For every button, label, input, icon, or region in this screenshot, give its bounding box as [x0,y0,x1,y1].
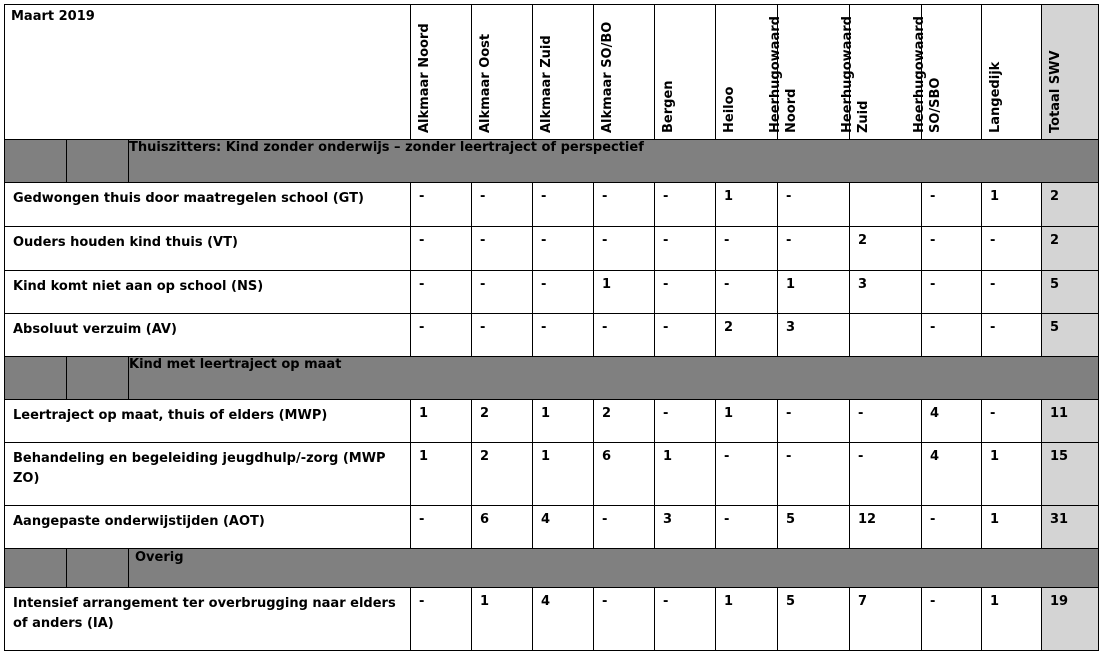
value-cell: 1 [716,588,778,651]
value-cell: - [533,227,594,271]
value-cell: - [411,227,472,271]
value-cell: - [411,588,472,651]
value-cell: - [982,400,1042,443]
column-header-label: Heerhugowaard Noord [768,16,799,133]
value-cell: - [982,227,1042,271]
value-cell: 1 [594,271,655,314]
column-header-label: Heiloo [722,86,737,133]
value-cell: 2 [850,227,922,271]
row-label: Aangepaste onderwijstijden (AOT) [5,506,411,549]
total-cell: 5 [1042,314,1099,357]
column-header [533,5,594,140]
value-cell: 1 [982,588,1042,651]
value-cell: 2 [472,443,533,506]
total-cell: 2 [1042,183,1099,227]
value-cell: - [982,271,1042,314]
column-header-label: Bergen [661,80,676,133]
section-spacer-cell [5,357,67,400]
value-cell: - [411,506,472,549]
section-spacer-cell [5,140,67,183]
total-cell: 31 [1042,506,1099,549]
value-cell: - [850,400,922,443]
report-table [4,4,1099,651]
value-cell: - [922,271,982,314]
value-cell: 1 [533,443,594,506]
section-spacer-cell [67,140,129,183]
column-header [411,5,472,140]
value-cell [850,183,922,227]
column-header [768,5,850,140]
value-cell: - [411,271,472,314]
value-cell: - [594,183,655,227]
section-header-row [5,357,1099,400]
section-spacer-cell [5,549,67,588]
value-cell: - [472,227,533,271]
value-cell: - [655,183,716,227]
value-cell: - [922,227,982,271]
value-cell: - [850,443,922,506]
value-cell: 5 [778,588,850,651]
value-cell: - [716,271,778,314]
value-cell: - [778,443,850,506]
column-header-label: Alkmaar SO/BO [600,21,615,133]
value-cell: - [472,271,533,314]
section-spacer-cell [67,357,129,400]
column-header [840,5,922,140]
value-cell: - [533,183,594,227]
value-cell: - [778,183,850,227]
value-cell: 4 [922,400,982,443]
value-cell: 4 [533,588,594,651]
value-cell: - [411,314,472,357]
value-cell: - [655,400,716,443]
value-cell: 1 [472,588,533,651]
column-header [472,5,533,140]
table-row [5,227,1099,271]
header-row [5,5,1099,140]
column-header [912,5,982,140]
value-cell: 1 [655,443,716,506]
value-cell [850,314,922,357]
table-row [5,271,1099,314]
column-header [982,5,1042,140]
table-row [5,443,1099,506]
value-cell: - [778,400,850,443]
value-cell: 1 [778,271,850,314]
section-spacer-cell [67,549,129,588]
column-header [594,5,655,140]
value-cell: - [716,506,778,549]
value-cell: - [655,227,716,271]
total-cell: 5 [1042,271,1099,314]
value-cell: 1 [716,183,778,227]
section-header-row [5,549,1099,588]
value-cell: 1 [411,443,472,506]
value-cell: - [472,183,533,227]
value-cell: - [922,183,982,227]
value-cell: 1 [982,183,1042,227]
value-cell: - [716,443,778,506]
table-row [5,314,1099,357]
total-cell: 19 [1042,588,1099,651]
value-cell: 7 [850,588,922,651]
column-header-label: Heerhugowaard Zuid [840,16,871,133]
value-cell: 3 [778,314,850,357]
table-row [5,506,1099,549]
column-header [1042,5,1099,140]
value-cell: 4 [922,443,982,506]
value-cell: - [655,588,716,651]
value-cell: - [778,227,850,271]
value-cell: - [411,183,472,227]
table-title: Maart 2019 [5,5,411,140]
value-cell: 2 [594,400,655,443]
table-row [5,588,1099,651]
value-cell: 1 [533,400,594,443]
value-cell: 6 [472,506,533,549]
section-title: Overig [129,549,1099,588]
row-label: Gedwongen thuis door maatregelen school (GT) [5,183,411,227]
value-cell: - [594,227,655,271]
row-label: Intensief arrangement ter overbrugging naar elders of anders (IA) [5,588,411,651]
table-row [5,400,1099,443]
value-cell: 6 [594,443,655,506]
value-cell: 1 [411,400,472,443]
table-row [5,183,1099,227]
value-cell: - [533,271,594,314]
section-header-row [5,140,1099,183]
value-cell: - [982,314,1042,357]
value-cell: 2 [472,400,533,443]
value-cell: 1 [982,506,1042,549]
column-header-label: Alkmaar Zuid [539,35,554,133]
value-cell: 3 [850,271,922,314]
total-cell: 11 [1042,400,1099,443]
row-label: Absoluut verzuim (AV) [5,314,411,357]
column-header-label: Heerhugowaard SO/SBO [912,16,943,133]
value-cell: 1 [982,443,1042,506]
row-label: Behandeling en begeleiding jeugdhulp/-zorg (MWP ZO) [5,443,411,506]
value-cell: - [922,588,982,651]
value-cell: - [533,314,594,357]
row-label: Ouders houden kind thuis (VT) [5,227,411,271]
value-cell: - [655,314,716,357]
value-cell: 5 [778,506,850,549]
column-header-label: Alkmaar Noord [417,23,432,133]
value-cell: - [716,227,778,271]
value-cell: - [922,314,982,357]
column-header-label: Alkmaar Oost [478,33,493,133]
section-title: Thuiszitters: Kind zonder onderwijs – zonder leertraject of perspectief [129,140,1099,183]
value-cell: - [594,588,655,651]
value-cell: - [922,506,982,549]
value-cell: 2 [716,314,778,357]
column-header-label: Langedijk [988,61,1003,133]
column-header-label: Totaal SWV [1048,50,1063,133]
value-cell: - [594,314,655,357]
column-header [655,5,716,140]
value-cell: - [472,314,533,357]
value-cell: 3 [655,506,716,549]
value-cell: 1 [716,400,778,443]
section-title: Kind met leertraject op maat [129,357,1099,400]
value-cell: 12 [850,506,922,549]
value-cell: - [655,271,716,314]
row-label: Leertraject op maat, thuis of elders (MWP) [5,400,411,443]
total-cell: 2 [1042,227,1099,271]
total-cell: 15 [1042,443,1099,506]
value-cell: 4 [533,506,594,549]
value-cell: - [594,506,655,549]
row-label: Kind komt niet aan op school (NS) [5,271,411,314]
